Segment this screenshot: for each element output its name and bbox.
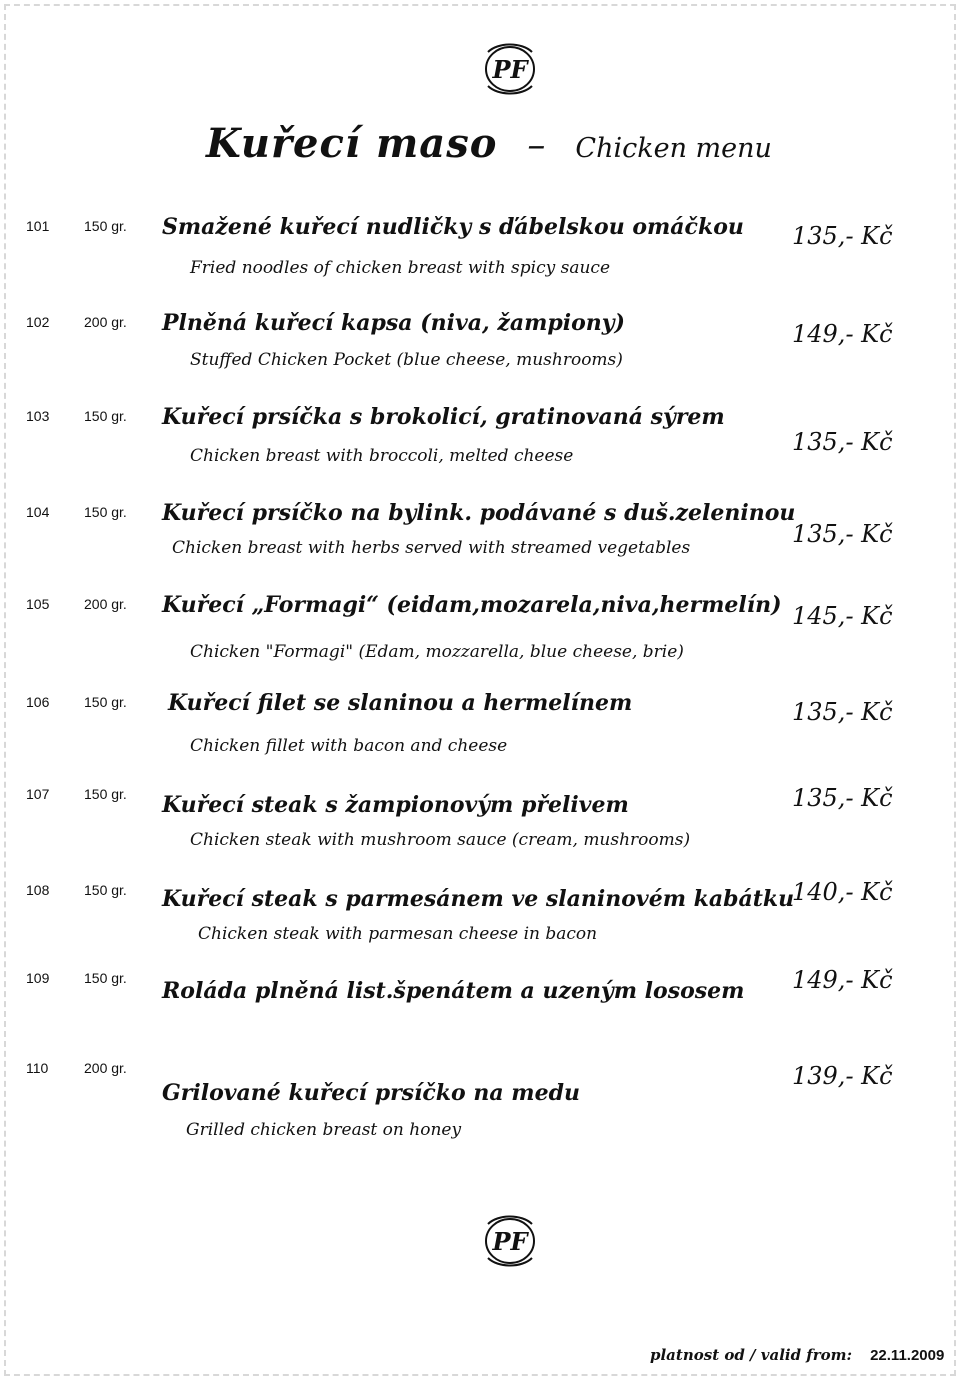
pf-monogram-logo: [478, 40, 542, 98]
item-weight: 200 gr.: [84, 596, 127, 612]
item-name-english: Chicken fillet with bacon and cheese: [190, 736, 508, 756]
item-price: 135,- Kč: [792, 520, 893, 548]
item-name-czech: Plněná kuřecí kapsa (niva, žampiony): [162, 310, 625, 336]
title-czech: Kuřecí maso: [206, 120, 498, 167]
item-name-english: Chicken "Formagi" (Edam, mozzarella, blue cheese, brie): [190, 642, 684, 662]
item-number: 103: [26, 408, 50, 424]
item-number: 106: [26, 694, 50, 710]
svg-text:PF: PF: [492, 55, 528, 84]
item-price: 135,- Kč: [792, 698, 893, 726]
item-weight: 200 gr.: [84, 314, 127, 330]
item-name-english: Chicken steak with parmesan cheese in bacon: [198, 924, 598, 944]
item-name-czech: Roláda plněná list.špenátem a uzeným lososem: [162, 978, 745, 1004]
item-name-czech: Kuřecí filet se slaninou a hermelínem: [168, 690, 633, 716]
item-name-czech: Kuřecí steak s žampionovým přelivem: [162, 792, 629, 818]
item-weight: 150 gr.: [84, 504, 127, 520]
item-weight: 150 gr.: [84, 408, 127, 424]
item-price: 139,- Kč: [792, 1062, 893, 1090]
item-price: 135,- Kč: [792, 428, 893, 456]
item-number: 109: [26, 970, 50, 986]
item-name-czech: Kuřecí prsíčka s brokolicí, gratinovaná sýrem: [162, 404, 725, 430]
item-name-english: Grilled chicken breast on honey: [186, 1120, 462, 1140]
item-price: 149,- Kč: [792, 320, 893, 348]
pf-monogram-logo: [478, 1212, 542, 1270]
item-price: 145,- Kč: [792, 602, 893, 630]
item-name-czech: Grilované kuřecí prsíčko na medu: [162, 1080, 580, 1106]
item-number: 101: [26, 218, 50, 234]
item-price: 135,- Kč: [792, 222, 893, 250]
item-number: 110: [26, 1060, 49, 1076]
validity-date: 22.11.2009: [870, 1347, 945, 1364]
item-number: 107: [26, 786, 50, 802]
item-price: 140,- Kč: [792, 878, 893, 906]
item-number: 105: [26, 596, 50, 612]
item-name-english: Stuffed Chicken Pocket (blue cheese, mushrooms): [190, 350, 623, 370]
title-english: Chicken menu: [575, 133, 772, 164]
item-number: 102: [26, 314, 50, 330]
item-weight: 150 gr.: [84, 694, 127, 710]
validity-label: platnost od / valid from:: [650, 1346, 853, 1364]
item-price: 149,- Kč: [792, 966, 893, 994]
svg-text:PF: PF: [492, 1227, 528, 1256]
item-name-english: Chicken steak with mushroom sauce (cream, mushrooms): [190, 830, 691, 850]
item-name-czech: Smažené kuřecí nudličky s ďábelskou omáčkou: [162, 214, 744, 240]
item-name-czech: Kuřecí „Formagi“ (eidam,mozarela,niva,hermelín): [162, 592, 782, 618]
item-name-czech: Kuřecí steak s parmesánem ve slaninovém kabátku: [162, 886, 795, 912]
item-name-english: Chicken breast with broccoli, melted cheese: [190, 446, 574, 466]
validity-note: [650, 1346, 944, 1364]
item-weight: 150 gr.: [84, 882, 127, 898]
item-price: 135,- Kč: [792, 784, 893, 812]
menu-title: [206, 120, 772, 167]
item-weight: 150 gr.: [84, 218, 127, 234]
item-weight: 200 gr.: [84, 1060, 127, 1076]
item-number: 104: [26, 504, 50, 520]
title-separator: –: [527, 125, 546, 166]
item-name-english: Chicken breast with herbs served with streamed vegetables: [172, 538, 691, 558]
item-name-czech: Kuřecí prsíčko na bylink. podávané s duš.zeleninou: [162, 500, 796, 526]
item-name-english: Fried noodles of chicken breast with spicy sauce: [190, 258, 611, 278]
item-weight: 150 gr.: [84, 970, 127, 986]
item-weight: 150 gr.: [84, 786, 127, 802]
item-number: 108: [26, 882, 50, 898]
